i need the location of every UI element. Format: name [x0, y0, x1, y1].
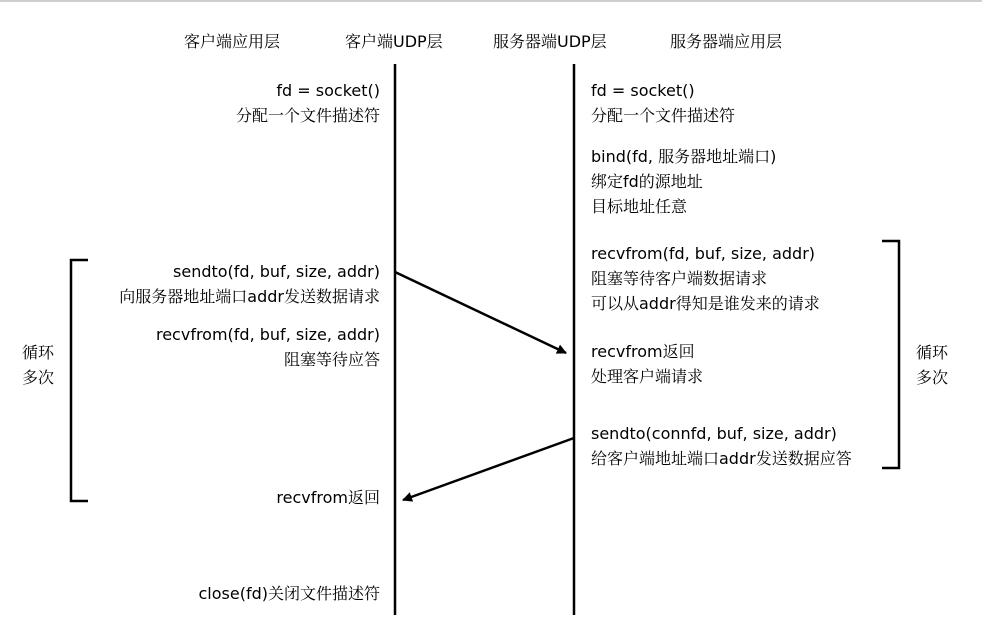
server-recvfrom-desc-1: 阻塞等待客户端数据请求	[591, 269, 768, 288]
client-loop-label-2: 多次	[22, 368, 55, 387]
server-recvfrom-desc-2: 可以从addr得知是谁发来的请求	[591, 294, 820, 313]
header-server-udp: 服务器端UDP层	[493, 32, 607, 51]
server-bind-desc-2: 目标地址任意	[591, 197, 688, 216]
header-server-app: 服务器端应用层	[670, 32, 783, 51]
server-loop-bracket	[882, 241, 899, 468]
header-client-app: 客户端应用层	[184, 32, 281, 51]
client-recvfrom-desc: 阻塞等待应答	[283, 350, 380, 369]
server-loop-label-2: 多次	[916, 368, 949, 387]
client-sendto-call: sendto(fd, buf, size, addr)	[173, 262, 380, 281]
client-loop-label-1: 循环	[22, 343, 55, 362]
reply-arrow	[403, 438, 574, 500]
client-sendto-desc: 向服务器地址端口addr发送数据请求	[119, 287, 380, 306]
client-socket-desc: 分配一个文件描述符	[235, 106, 380, 125]
server-sendto-call: sendto(connfd, buf, size, addr)	[591, 424, 837, 443]
header-client-udp: 客户端UDP层	[345, 32, 443, 51]
client-loop-bracket	[71, 260, 88, 501]
client-close-call: close(fd)关闭文件描述符	[198, 584, 380, 603]
server-bind-call: bind(fd, 服务器地址端口)	[591, 147, 777, 166]
server-recvfrom-return: recvfrom返回	[591, 342, 695, 361]
client-recvfrom-call: recvfrom(fd, buf, size, addr)	[155, 325, 380, 344]
server-recvfrom-call: recvfrom(fd, buf, size, addr)	[591, 244, 816, 263]
client-recvfrom-return: recvfrom返回	[276, 488, 380, 507]
server-bind-desc-1: 绑定fd的源地址	[591, 172, 703, 191]
server-socket-call: fd = socket()	[591, 81, 695, 100]
server-process-desc: 处理客户端请求	[591, 367, 704, 386]
server-socket-desc: 分配一个文件描述符	[591, 106, 736, 125]
server-sendto-desc: 给客户端地址端口addr发送数据应答	[591, 449, 852, 468]
request-arrow	[395, 272, 566, 353]
client-socket-call: fd = socket()	[276, 81, 380, 100]
server-loop-label-1: 循环	[916, 343, 949, 362]
